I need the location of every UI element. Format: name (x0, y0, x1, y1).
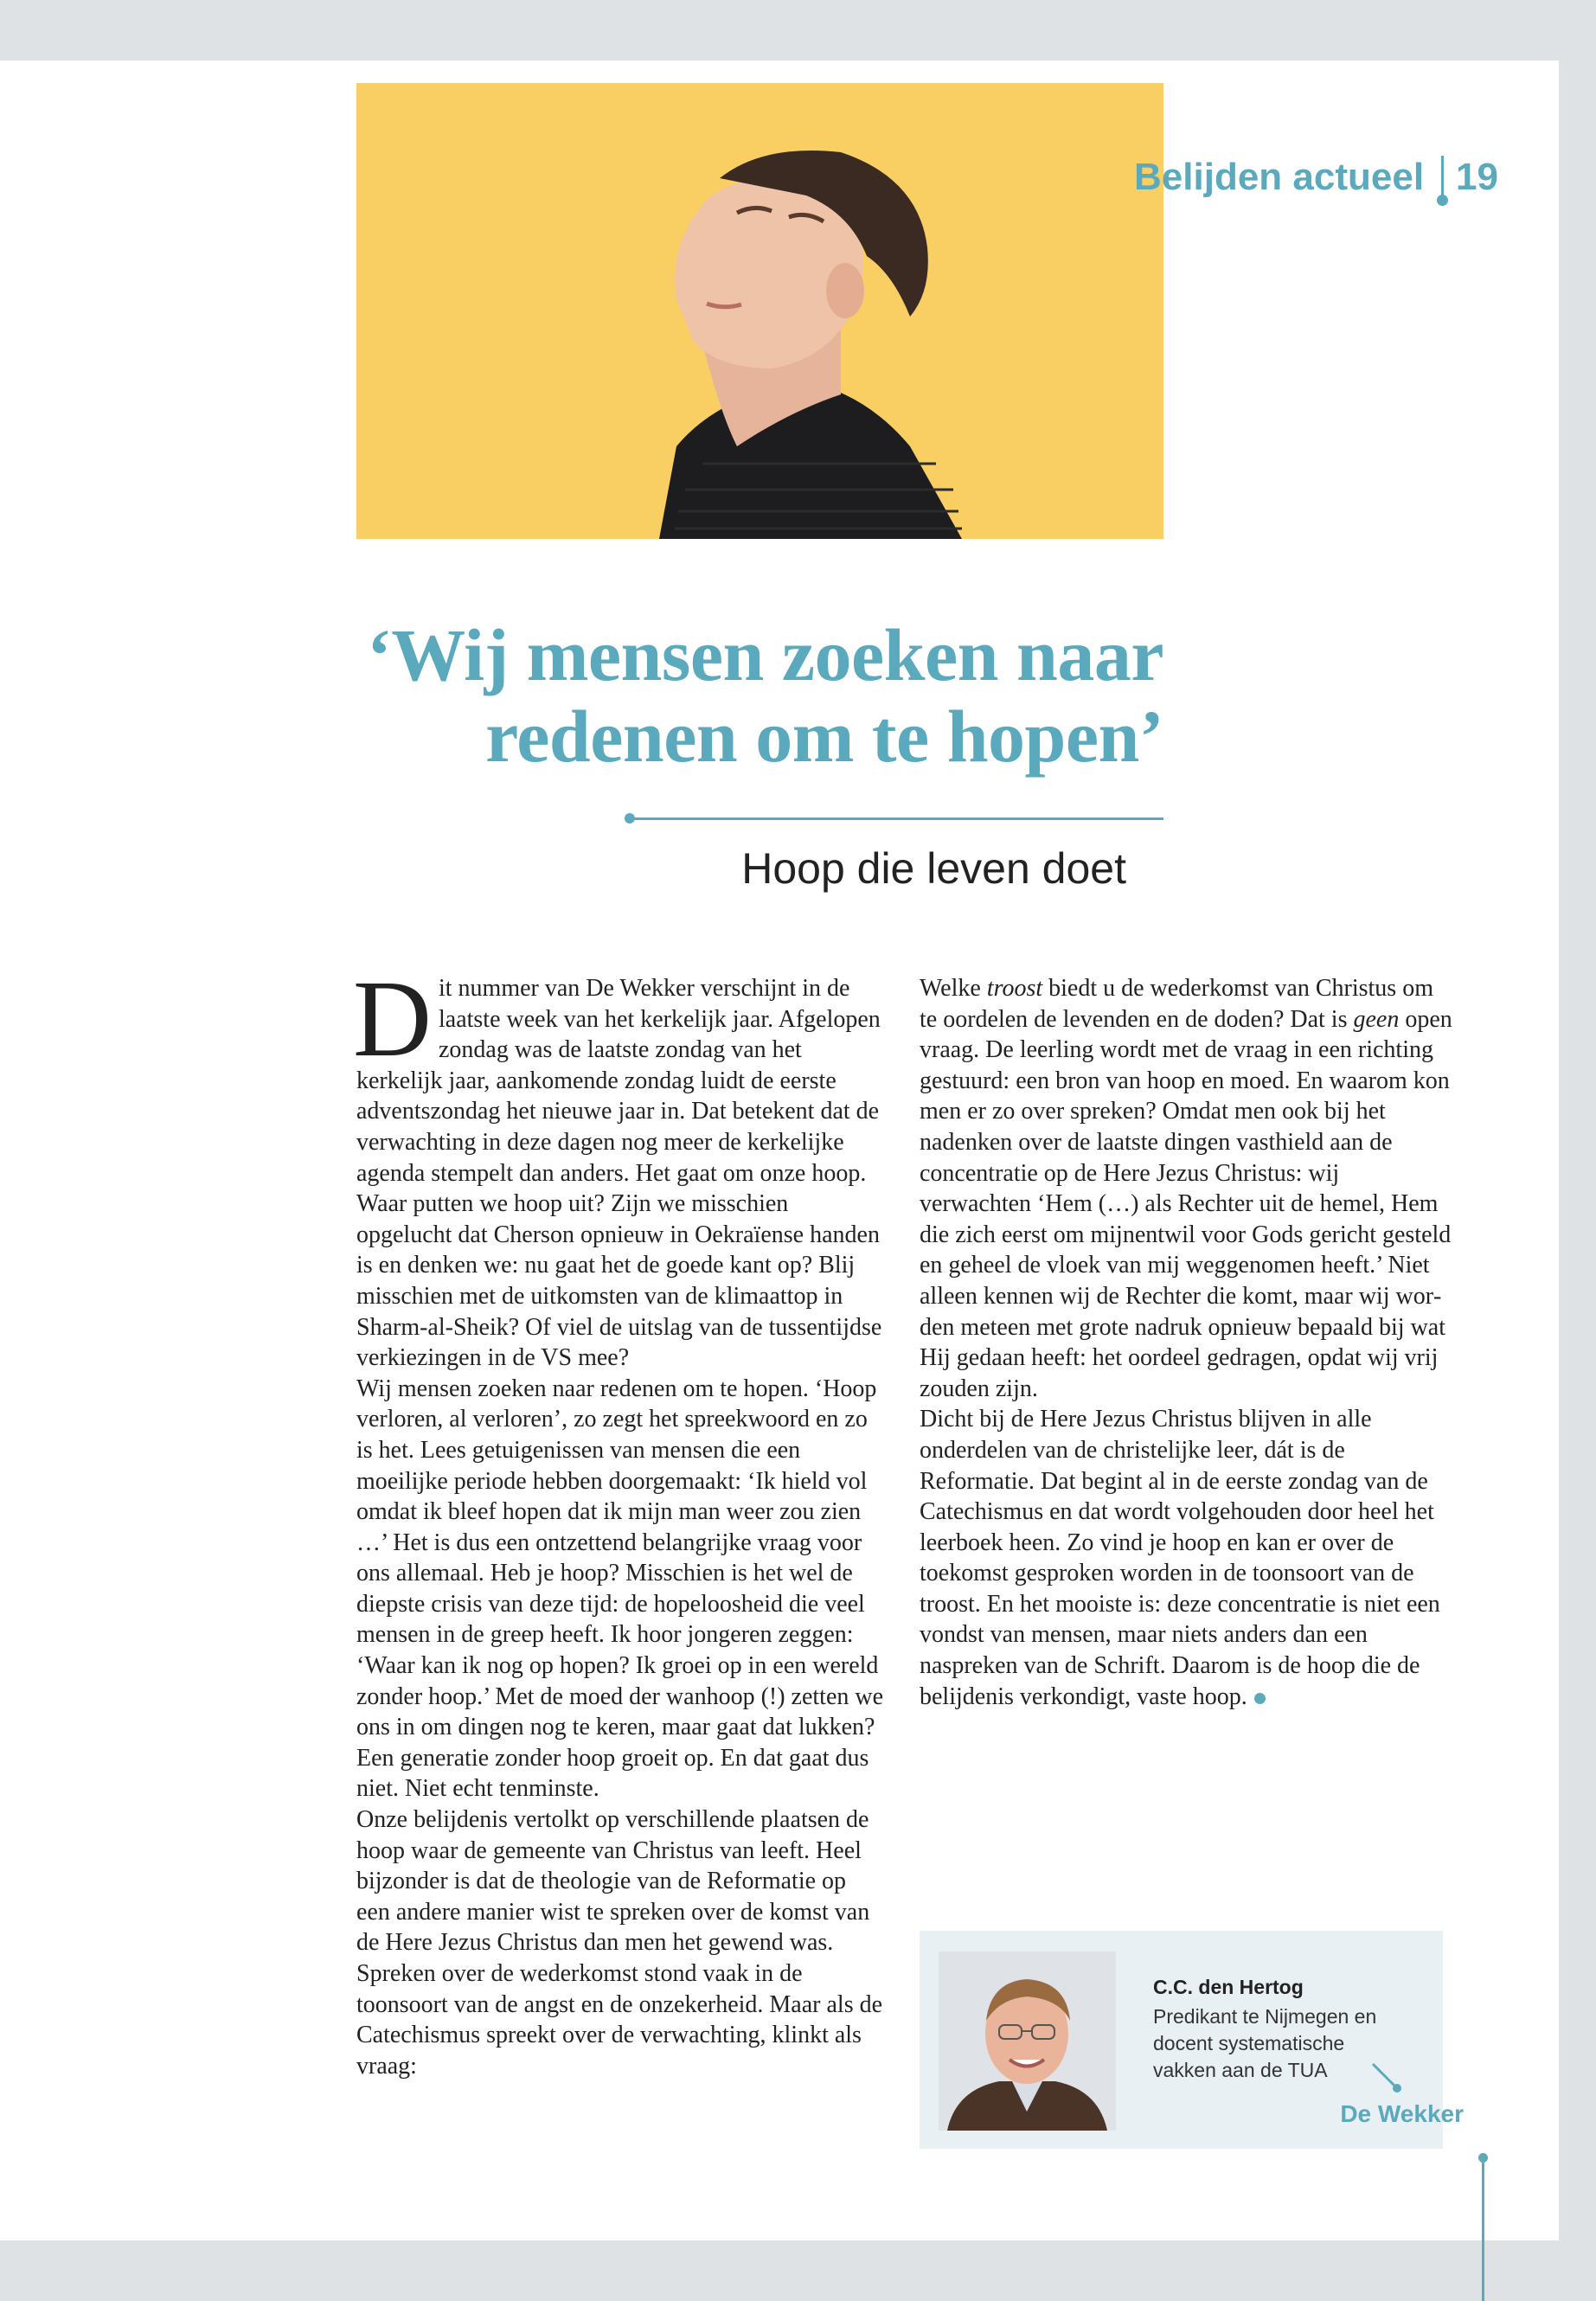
paragraph (920, 973, 1456, 1404)
paragraph: Wij mensen zoeken naar redenen om te hopen. ‘Hoop verloren, al verloren’, zo zegt het spreekwoord en zo is het. Lees getuigenissen van mensen die een moeilijke periode hebben doorgemaakt: ‘Ik hield vol omdat ik bleef hopen dat ik mijn man weer zou zien …’ Het is dus een ontzettend belangrijke vraag voor ons allemaal. Heb je hoop? Misschien is het wel de diepste crisis van deze tijd: de hopeloosheid die veel mensen in de greep heeft. Ik hoor jongeren zeggen: ‘Waar kan ik nog op hopen? Ik groei op in een wereld zonder hoop.’ Met de moed der wanhoop (!) zetten we ons in om dingen nog te keren, maar gaat dat lukken? Een generatie zonder hoop groeit op. En dat gaat dus niet. Niet echt tenminste. (356, 1375, 884, 1803)
paragraph (920, 1404, 1456, 1712)
header-divider (1441, 156, 1444, 199)
text-run: biedt u de wederkomst van Christus om te oordelen de levenden en de doden? Dat is (920, 975, 1433, 1033)
section-label: Belijden actueel (1134, 156, 1425, 198)
right-column (920, 973, 1456, 1712)
title-rule (630, 817, 1163, 820)
text-run: open vraag. De leerling wordt met de vraag in een richting gestuurd: een bron van hoop en moed. En waarom kon men er zo over spreken? Omdat men ook bij het nadenken over de laatste dingen vasthield aan de concentratie op de Here Jezus Christus: wij verwachten ‘Hem (…) als Rechter uit de hemel, Hem die zich eerst om mijnentwil voor Gods gericht gesteld en geheel de vloek van mij weggenomen heeft.’ Niet alleen kennen wij de Rechter die komt, maar wij worden meteen met grote nadruk opnieuw bepaald bij wat Hij gedaan heeft: het oordeel gedragen, opdat wij vrij zouden zijn. (920, 1005, 1452, 1402)
author-portrait-illustration (939, 1952, 1116, 2131)
end-mark-icon (1254, 1693, 1266, 1704)
article-subtitle: Hoop die leven doet (741, 844, 1126, 893)
paragraph (353, 959, 884, 1189)
paragraph-text: it nummer van De Wekker verschijnt in de laatste week van het kerkelijk jaar. Afgelopen zondag was de laatste zondag van het kerkelijk jaar, aankomende zondag luidt de eerste adventszondag het nieuwe jaar in. Dat betekent dat de verwachting in deze dagen nog meer de kerkelijke agenda stempelt dan anders. Het gaat om onze hoop. (356, 975, 881, 1187)
article-title (311, 614, 1163, 777)
header-photo (356, 83, 1163, 539)
footer-magazine-name: De Wekker (1340, 2100, 1464, 2127)
arrow-icon (1369, 2061, 1404, 2095)
section-header (1134, 156, 1498, 199)
text-run: Dicht bij de Here Jezus Christus blijven in alle onderdelen van de christelijke leer, dát is de Reformatie. Dat begint al in de eerste zondag van de Catechismus en dat wordt volgehouden door heel het leerboek heen. Zo vind je hoop en kan er over de toekomst gesproken worden in de toonsoort van de troost. En het mooiste is: deze concentratie is niet een vondst van mensen, maar niets anders dan een naspreken van de Schrift. Daarom is de hoop die de belijdenis verkondigt, vaste hoop. (920, 1406, 1440, 1710)
emphasis: troost (986, 975, 1043, 1002)
author-name: C.C. den Hertog (1153, 1976, 1304, 1998)
paragraph: Onze belijdenis vertolkt op verschillende plaatsen de hoop waar de gemeente van Christus van leeft. Heel bijzonder is dat de theologie van de Reformatie op een andere manier wist te spreken over de komst van de Here Jezus Christus dan men het gewend was. Spreken over de wederkomst stond vaak in de toonsoort van de angst en de onzekerheid. Maar als de Catechismus spreekt over de verwachting, klinkt als vraag: (356, 1806, 883, 2080)
text-run: Welke (920, 975, 987, 1002)
magazine-page (0, 61, 1559, 2240)
left-column (353, 959, 884, 2081)
title-line-1: ‘Wij mensen zoeken naar (367, 613, 1163, 696)
footer-divider (1482, 2157, 1484, 2301)
page-number: 19 (1456, 156, 1498, 198)
author-role: Predikant te Nijmegen en docent systematische vakken aan de TUA (1153, 2005, 1377, 2081)
title-line-2: redenen om te hopen’ (485, 695, 1163, 778)
author-photo (939, 1952, 1116, 2131)
drop-cap: D (353, 959, 432, 1080)
emphasis: geen (1353, 1005, 1400, 1033)
paragraph: Waar putten we hoop uit? Zijn we misschien opgelucht dat Cherson opnieuw in Oekraïense handen is en denken we: nu gaat het de goede kant op? Blij misschien met de uitkomsten van de klimaattop in Sharm-al-Sheik? Of viel de uitslag van de tussentijdse verkiezingen in de VS mee? (356, 1190, 882, 1372)
man-looking-up-illustration (356, 83, 1163, 539)
